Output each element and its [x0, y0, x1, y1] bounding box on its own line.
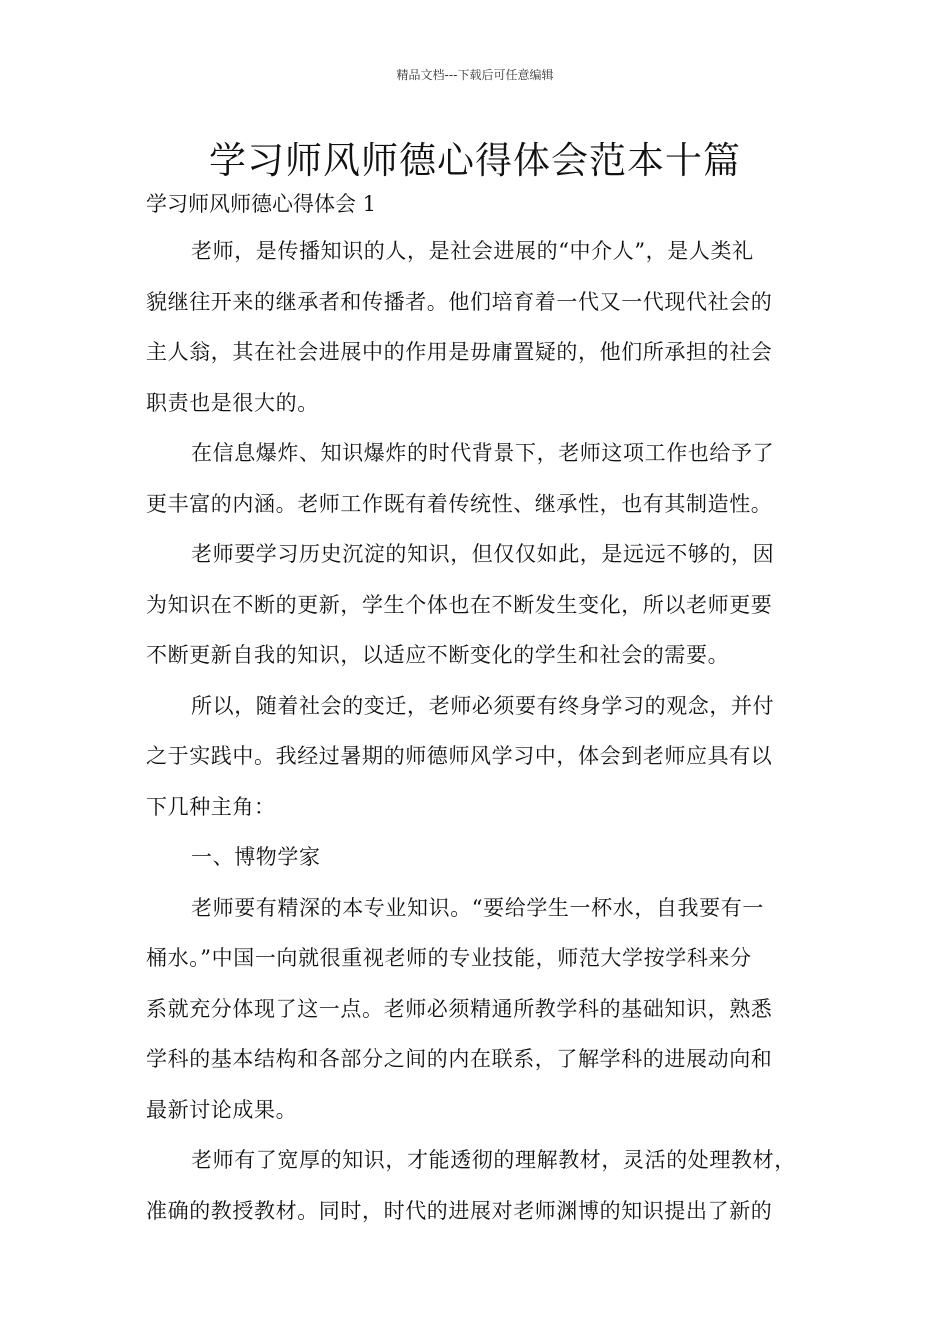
- section-subtitle: 学习师风师德心得体会 1: [146, 192, 377, 216]
- body-line: 主人翁，其在社会进展中的作用是毋庸置疑的，他们所承担的社会: [146, 340, 773, 364]
- body-line: 老师要学习历史沉淀的知识，但仅仅如此，是远远不够的，因: [191, 542, 775, 566]
- body-line: 老师，是传播知识的人，是社会进展的“中介人”，是人类礼: [191, 239, 754, 263]
- document-title: 学习师风师德心得体会范本十篇: [209, 139, 741, 182]
- body-line: 为知识在不断的更新，学生个体也在不断发生变化，所以老师更要: [146, 592, 773, 617]
- body-line: 下几种主角：: [146, 794, 276, 819]
- body-line: 职责也是很大的。: [146, 390, 319, 415]
- body-line: 系就充分体现了这一点。老师必须精通所教学科的基础知识，熟悉: [146, 996, 773, 1021]
- body-line: 老师有了宽厚的知识，才能透彻的理解教材，灵活的处理教材，: [191, 1148, 796, 1172]
- body-line: 学科的基本结构和各部分之间的内在联系，了解学科的进展动向和: [146, 1047, 773, 1071]
- body-line: 准确的教授教材。同时，时代的进展对老师渊博的知识提出了新的: [146, 1198, 773, 1223]
- body-line: 更丰富的内涵。老师工作既有着传统性、继承性，也有其制造性。: [146, 491, 773, 516]
- body-line: 在信息爆炸、知识爆炸的时代背景下，老师这项工作也给予了: [191, 441, 775, 465]
- body-line: 貌继往开来的继承者和传播者。他们培育着一代又一代现代社会的: [146, 289, 773, 314]
- body-line: 桶水。”中国一向就很重视老师的专业技能，师范大学按学科来分: [146, 946, 752, 970]
- body-line: 之于实践中。我经过暑期的师德师风学习中，体会到老师应具有以: [146, 744, 773, 768]
- body-line: 最新讨论成果。: [146, 1097, 298, 1122]
- header-note: 精品文档---下载后可任意编辑: [396, 68, 554, 82]
- body-line: 一、博物学家: [191, 845, 321, 869]
- body-line: 不断更新自我的知识，以适应不断变化的学生和社会的需要。: [146, 643, 730, 667]
- body-line: 所以，随着社会的变迁，老师必须要有终身学习的观念，并付: [191, 693, 775, 718]
- body-line: 老师要有精深的本专业知识。“要给学生一杯水，自我要有一: [191, 895, 764, 920]
- document-body: [146, 236, 826, 1246]
